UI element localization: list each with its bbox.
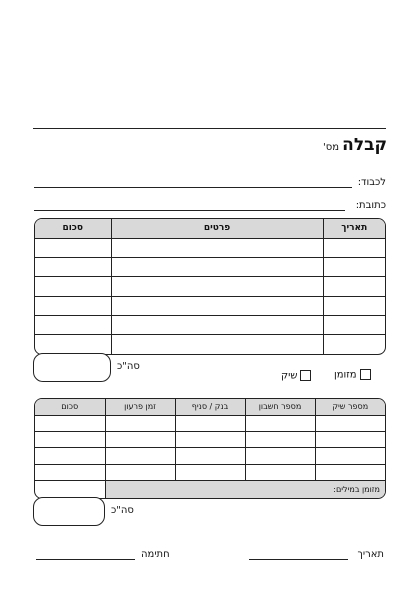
- total-box-2[interactable]: [33, 497, 105, 526]
- total-label-2: סה"כ: [111, 505, 134, 516]
- checks-cell[interactable]: [245, 464, 315, 480]
- total-box[interactable]: [33, 353, 111, 382]
- table-row: [35, 238, 385, 257]
- table-row: [35, 315, 385, 334]
- check-label: שיק: [281, 370, 298, 382]
- signature-label: חתימה: [141, 549, 170, 560]
- date-cell[interactable]: [323, 315, 385, 334]
- check-option[interactable]: [281, 370, 311, 382]
- checks-cell[interactable]: [315, 415, 385, 431]
- header-divider: [33, 128, 386, 129]
- checks-header-0: מספר שיק: [315, 399, 385, 415]
- details-cell[interactable]: [111, 258, 323, 277]
- details-cell[interactable]: [111, 315, 323, 334]
- items-table: [34, 218, 386, 355]
- checks-header-1: מספר חשבון: [245, 399, 315, 415]
- checks-header-2: בנק / סניף: [175, 399, 245, 415]
- cash-checkbox[interactable]: [360, 369, 371, 380]
- checks-cell[interactable]: [245, 415, 315, 431]
- date-cell[interactable]: [323, 335, 385, 354]
- details-cell[interactable]: [111, 296, 323, 315]
- checks-cell[interactable]: [175, 432, 245, 448]
- amount-cell[interactable]: [35, 258, 111, 277]
- date-cell[interactable]: [323, 296, 385, 315]
- footer-date-line[interactable]: [249, 559, 348, 560]
- date-cell[interactable]: [323, 277, 385, 296]
- table-row: [35, 415, 385, 431]
- receipt-title: קבלה: [342, 135, 387, 155]
- total-label: סה"כ: [117, 361, 140, 372]
- checks-cell[interactable]: [35, 415, 105, 431]
- table-row: [35, 448, 385, 464]
- amount-cell[interactable]: [35, 315, 111, 334]
- checks-cell[interactable]: [105, 464, 175, 480]
- checks-cell[interactable]: [175, 464, 245, 480]
- receipt-number-label: מס': [322, 142, 339, 153]
- amount-cell[interactable]: [35, 238, 111, 257]
- table-row: [35, 432, 385, 448]
- table-row: [35, 464, 385, 480]
- cash-label: מזומן: [334, 369, 357, 381]
- details-cell[interactable]: [111, 277, 323, 296]
- checks-header-3: זמן פרעון: [105, 399, 175, 415]
- date-cell[interactable]: [323, 238, 385, 257]
- header-details: פרטים: [111, 219, 323, 238]
- header-amount: סכום: [35, 219, 111, 238]
- checks-cell[interactable]: [315, 432, 385, 448]
- checks-cell[interactable]: [35, 464, 105, 480]
- amount-cell[interactable]: [35, 296, 111, 315]
- checks-cell[interactable]: [315, 448, 385, 464]
- amount-cell[interactable]: [35, 277, 111, 296]
- to-label: לכבוד:: [357, 177, 386, 188]
- checks-cell[interactable]: [245, 448, 315, 464]
- checks-cell[interactable]: [105, 415, 175, 431]
- details-cell[interactable]: [111, 335, 323, 354]
- header-date: תאריך: [323, 219, 385, 238]
- address-label: כתובת:: [355, 200, 386, 211]
- cash-in-words-label: מזומן במילים:: [333, 485, 380, 494]
- checks-cell[interactable]: [105, 432, 175, 448]
- table-row: [35, 335, 385, 354]
- cash-amount-cell[interactable]: [35, 481, 105, 498]
- check-checkbox[interactable]: [300, 370, 311, 381]
- address-line[interactable]: [34, 210, 345, 211]
- checks-table: [34, 398, 386, 499]
- cash-option[interactable]: [334, 369, 371, 381]
- checks-cell[interactable]: [35, 448, 105, 464]
- signature-line[interactable]: [36, 559, 135, 560]
- to-line[interactable]: [34, 187, 352, 188]
- footer-date-label: תאריך: [357, 549, 384, 560]
- checks-cell[interactable]: [35, 432, 105, 448]
- details-cell[interactable]: [111, 238, 323, 257]
- checks-cell[interactable]: [315, 464, 385, 480]
- checks-cell[interactable]: [175, 415, 245, 431]
- table-row: [35, 277, 385, 296]
- checks-cell[interactable]: [105, 448, 175, 464]
- amount-cell[interactable]: [35, 335, 111, 354]
- table-row: [35, 258, 385, 277]
- table-row: [35, 296, 385, 315]
- checks-cell[interactable]: [175, 448, 245, 464]
- checks-cell[interactable]: [245, 432, 315, 448]
- checks-header-4: סכום: [35, 399, 105, 415]
- date-cell[interactable]: [323, 258, 385, 277]
